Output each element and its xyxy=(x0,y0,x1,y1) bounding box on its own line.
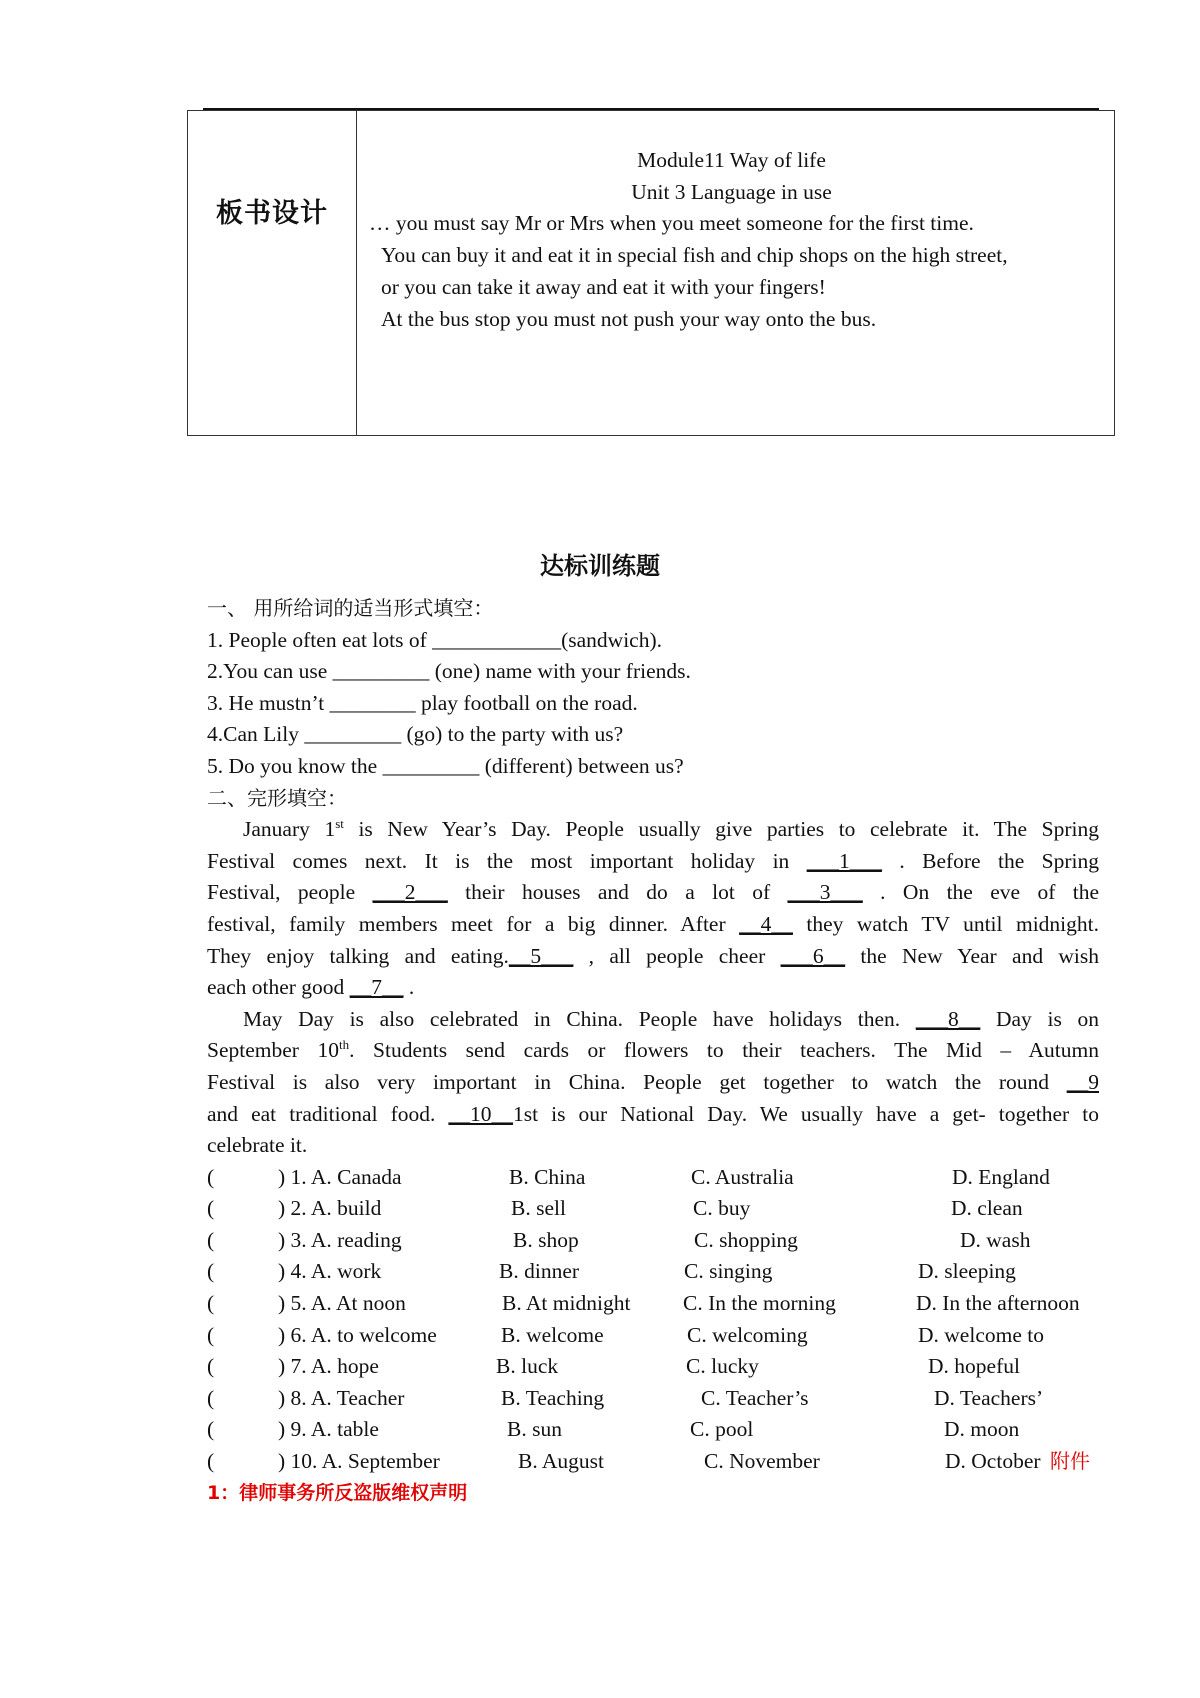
cloze-line: Festival, people ___2___ their houses and do a lot of ___3___ . On the eve of the xyxy=(207,880,1100,905)
cloze-line: celebrate it. xyxy=(207,1133,308,1158)
answer-paren[interactable]: ( xyxy=(207,1354,215,1379)
fill-item: 5. Do you know the _________ (different) between us? xyxy=(207,753,684,778)
board-line: or you can take it away and eat it with your fingers! xyxy=(381,274,826,299)
cloze-line: January 1st is New Year’s Day. People usually give parties to celebrate it. The Spring xyxy=(243,816,1099,842)
answer-paren[interactable]: ( xyxy=(207,1164,215,1189)
question-row: ( ) 4. A. work B. dinner C. singing D. sleeping xyxy=(207,1256,1099,1288)
question-row: ( ) 6. A. to welcome B. welcome C. welcoming D. welcome to xyxy=(207,1320,1099,1352)
cloze-line: May Day is also celebrated in China. People have holidays then. ___8__ Day is on xyxy=(243,1006,1099,1031)
answer-paren[interactable]: ( xyxy=(207,1196,215,1221)
attachment-link[interactable]: 附件 xyxy=(1050,1449,1090,1474)
answer-blank[interactable]: ________ xyxy=(329,690,416,715)
question-row: ( ) 1. A. Canada B. China C. Australia D. England xyxy=(207,1162,1099,1194)
cloze-line: each other good __7__ . xyxy=(207,975,415,1000)
answer-blank[interactable]: ____________ xyxy=(432,627,562,652)
question-row: ( ) 7. A. hope B. luck C. lucky D. hopeful xyxy=(207,1351,1099,1383)
cloze-line: festival, family members meet for a big dinner. After __4__ they watch TV until midnight. xyxy=(207,911,1099,936)
cloze-blank: __7__ xyxy=(349,975,404,1000)
question-row: ( ) 5. A. At noon B. At midnight C. In the morning D. In the afternoon xyxy=(207,1288,1099,1320)
answer-blank[interactable]: _________ xyxy=(382,753,480,778)
fill-item: 1. People often eat lots of ____________(sandwich). xyxy=(207,627,663,652)
answer-paren[interactable]: ( xyxy=(207,1259,215,1284)
cloze-blank: ___2___ xyxy=(372,880,448,905)
cloze-blank: __4__ xyxy=(739,911,793,936)
cloze-blank: __9 xyxy=(1066,1069,1099,1094)
exercise-content xyxy=(207,593,1099,1509)
board-design-content xyxy=(357,111,1114,435)
answer-paren[interactable]: ( xyxy=(207,1227,215,1252)
question-row: ( ) 9. A. table B. sun C. pool D. moon xyxy=(207,1414,1099,1446)
footer-notice[interactable]: 1：律师事务所反盗版维权声明 xyxy=(207,1481,468,1504)
cloze-blank: ___1___ xyxy=(806,848,882,873)
module-title: Module11 Way of life xyxy=(637,148,826,172)
fill-item: 3. He mustn’t ________ play football on the road. xyxy=(207,690,638,715)
cloze-line: September 10th. Students send cards or flowers to their teachers. The Mid – Autumn xyxy=(207,1037,1099,1063)
answer-blank[interactable]: _________ xyxy=(332,659,430,684)
unit-title: Unit 3 Language in use xyxy=(631,179,832,204)
cloze-blank: ___3___ xyxy=(787,880,863,905)
answer-paren[interactable]: ( xyxy=(207,1322,215,1347)
board-line: At the bus stop you must not push your way onto the bus. xyxy=(381,306,877,331)
section2-heading: 二、完形填空： xyxy=(207,785,347,810)
exercise-title: 达标训练题 xyxy=(540,552,660,580)
answer-paren[interactable]: ( xyxy=(207,1417,215,1442)
answer-paren[interactable]: ( xyxy=(207,1449,215,1474)
question-row: ( ) 8. A. Teacher B. Teaching C. Teacher’s D. Teachers’ xyxy=(207,1383,1099,1415)
cloze-line: and eat traditional food. __10__1st is our National Day. We usually have a get- together to xyxy=(207,1101,1099,1126)
question-row: ( ) 3. A. reading B. shop C. shopping D. wash xyxy=(207,1225,1099,1257)
board-line: You can buy it and eat it in special fish and chip shops on the high street, xyxy=(381,243,1008,268)
cloze-line: They enjoy talking and eating.__5___ , all people cheer ___6__ the New Year and wish xyxy=(207,943,1099,968)
board-design-label: 板书设计 xyxy=(188,111,357,435)
cloze-blank: __10__ xyxy=(448,1101,513,1126)
fill-item: 2.You can use _________ (one) name with your friends. xyxy=(207,659,691,684)
cloze-line: Festival comes next. It is the most important holiday in ___1___ . Before the Spring xyxy=(207,848,1099,873)
cloze-blank: ___6__ xyxy=(780,943,846,968)
cloze-blank: ___8__ xyxy=(915,1006,981,1031)
question-row: ( ) 10. A. September B. August C. November D. October 附件 xyxy=(207,1446,1099,1478)
answer-blank[interactable]: _________ xyxy=(304,722,402,747)
section1-heading: 一、 用所给词的适当形式填空： xyxy=(207,596,494,620)
cloze-blank: __5___ xyxy=(508,943,574,968)
answer-paren[interactable]: ( xyxy=(207,1291,215,1316)
fill-item: 4.Can Lily _________ (go) to the party with us? xyxy=(207,722,624,747)
answer-paren[interactable]: ( xyxy=(207,1385,215,1410)
cloze-line: Festival is also very important in China. People get together to watch the round __9 xyxy=(207,1069,1099,1094)
board-line: … you must say Mr or Mrs when you meet someone for the first time. xyxy=(369,211,974,236)
board-design-table xyxy=(187,110,1115,436)
question-row: ( ) 2. A. build B. sell C. buy D. clean xyxy=(207,1193,1099,1225)
